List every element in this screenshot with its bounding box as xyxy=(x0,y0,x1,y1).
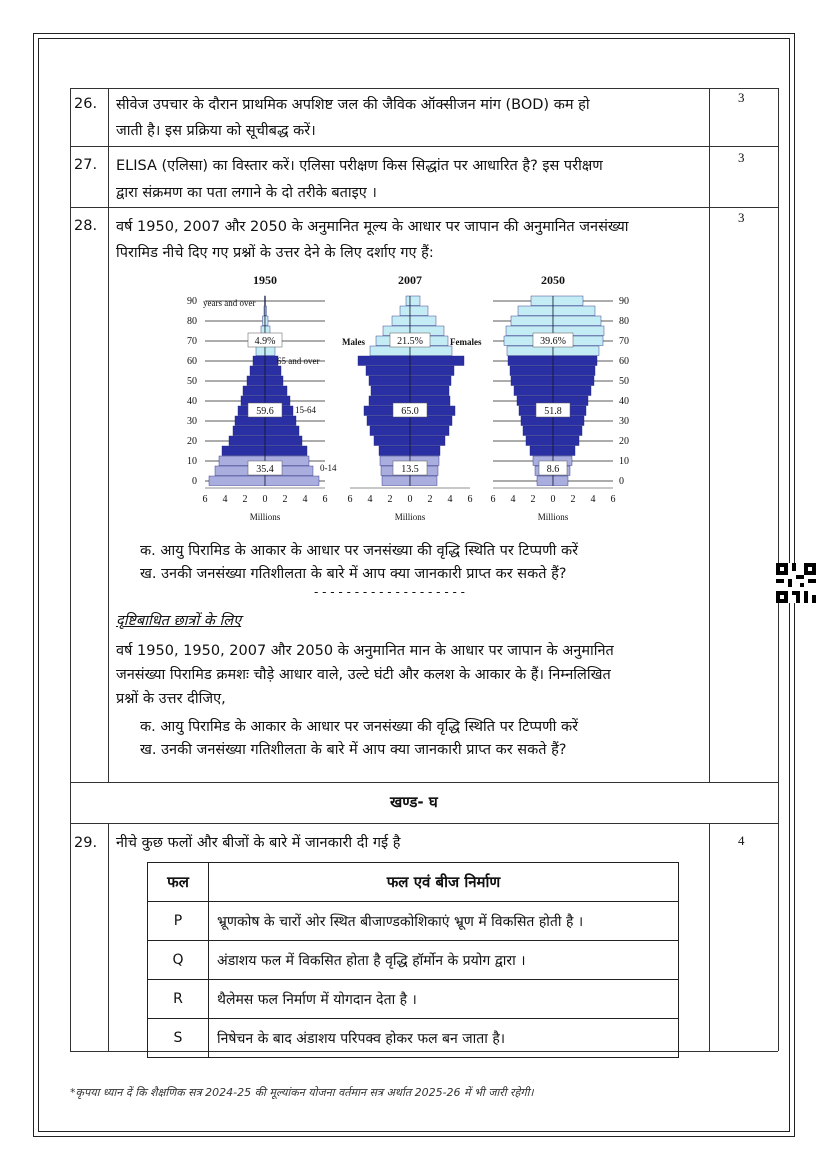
y-tick-label: 10 xyxy=(187,456,197,467)
question-number: 26. xyxy=(74,96,98,112)
fruit-description: अंडाशय फल में विकसित होता है वृद्धि हॉर्मोन के प्रयोग द्वारा । xyxy=(209,941,679,980)
female-bar xyxy=(410,316,436,326)
y-tick-label: 10 xyxy=(619,456,629,467)
male-bar xyxy=(222,446,265,456)
female-bar xyxy=(265,416,296,426)
y-tick-label: 20 xyxy=(619,436,629,447)
male-bar xyxy=(523,426,553,436)
legend-females: Females xyxy=(450,337,482,347)
x-axis-label: Millions xyxy=(394,512,426,522)
chart-title: 2050 xyxy=(541,273,565,287)
y-tick-label: 30 xyxy=(619,416,629,427)
share-label: 65.0 xyxy=(401,406,419,417)
female-bar xyxy=(265,446,307,456)
female-bar xyxy=(410,476,437,486)
x-tick-label: 0 xyxy=(407,494,413,505)
y-tick-label: 0 xyxy=(192,476,197,487)
question-number: 27. xyxy=(74,157,98,173)
male-bar xyxy=(392,316,410,326)
female-bar xyxy=(410,306,428,316)
footer-note: *कृपया ध्यान दें कि शैक्षणिक सत्र 2024-25 की मूल्यांकन योजना वर्तमान सत्र अर्थात 2025-26 में भी जारी रहेगी। xyxy=(70,1086,534,1099)
x-tick-label: 6 xyxy=(610,494,616,505)
share-label: 8.6 xyxy=(546,464,560,475)
y-tick-label: 70 xyxy=(187,336,197,347)
fruit-label: P xyxy=(148,902,209,941)
x-tick-label: 2 xyxy=(427,494,433,505)
share-label: 13.5 xyxy=(401,464,419,475)
male-bar xyxy=(366,366,410,376)
x-tick-label: 0 xyxy=(262,494,268,505)
female-bar xyxy=(410,386,449,396)
x-tick-label: 2 xyxy=(387,494,393,505)
y-tick-label: 50 xyxy=(187,376,197,387)
male-bar xyxy=(358,356,410,366)
x-tick-label: 4 xyxy=(367,494,373,505)
share-label: 21.5% xyxy=(397,336,423,347)
marks: 3 xyxy=(738,210,745,225)
female-bar xyxy=(553,436,579,446)
y-tick-label: 60 xyxy=(619,356,629,367)
female-bar xyxy=(410,446,440,456)
question-number: 28. xyxy=(74,218,98,234)
annotation-label: 15-64 xyxy=(295,405,316,415)
annotation-label: years and over xyxy=(203,298,256,308)
y-tick-label: 60 xyxy=(187,356,197,367)
marks: 3 xyxy=(738,150,745,165)
female-bar xyxy=(553,376,594,386)
male-bar xyxy=(521,416,553,426)
male-bar xyxy=(250,366,265,376)
column-header: फल एवं बीज निर्माण xyxy=(209,863,679,902)
x-tick-label: 0 xyxy=(550,494,556,505)
male-bar xyxy=(510,366,553,376)
male-bar xyxy=(209,476,265,486)
population-pyramids-chart xyxy=(187,268,650,530)
share-label: 4.9% xyxy=(254,336,276,347)
x-tick-label: 4 xyxy=(447,494,453,505)
y-tick-label: 40 xyxy=(187,396,197,407)
male-bar xyxy=(233,426,265,436)
male-bar xyxy=(514,386,553,396)
share-label: 51.8 xyxy=(544,406,562,417)
visually-impaired-heading: दृष्टिबाधित छात्रों के लिए xyxy=(116,613,242,629)
section-heading: खण्ड- घ xyxy=(390,793,438,811)
male-bar xyxy=(382,476,410,486)
y-tick-label: 20 xyxy=(187,436,197,447)
y-tick-label: 80 xyxy=(619,316,629,327)
table-row xyxy=(148,941,679,980)
y-tick-label: 50 xyxy=(619,376,629,387)
x-axis-label: Millions xyxy=(537,512,569,522)
female-bar xyxy=(553,316,601,326)
table-row xyxy=(148,902,679,941)
male-bar xyxy=(243,386,265,396)
female-bar xyxy=(265,316,268,326)
y-tick-label: 80 xyxy=(187,316,197,327)
marks: 3 xyxy=(738,90,745,105)
female-bar xyxy=(553,306,595,316)
female-bar xyxy=(265,436,302,446)
x-tick-label: 6 xyxy=(467,494,473,505)
female-bar xyxy=(553,356,597,366)
table-row xyxy=(148,980,679,1019)
question-text-line: जनसंख्या पिरामिड क्रमशः चौड़े आधार वाले, उल्टे घंटी और कलश के आकार के हैं। निम्नलिखित xyxy=(116,667,611,683)
marks: 4 xyxy=(738,833,745,848)
fruit-label: Q xyxy=(148,941,209,980)
fruit-description: भ्रूणकोष के चारों ओर स्थित बीजाण्डकोशिकाएं भ्रूण में विकसित होती है । xyxy=(209,902,679,941)
question-text-line: प्रश्नों के उत्तर दीजिए, xyxy=(116,691,226,707)
female-bar xyxy=(553,386,591,396)
question-text-line: वर्ष 1950, 2007 और 2050 के अनुमानित मूल्य के आधार पर जापान की अनुमानित जनसंख्या xyxy=(116,219,629,235)
x-axis-label: Millions xyxy=(249,512,281,522)
female-bar xyxy=(410,346,452,356)
question-text-line: ELISA (एलिसा) का विस्तार करें। एलिसा परीक्षण किस सिद्धांत पर आधारित है? इस परीक्षण xyxy=(116,158,603,174)
question-text-line: पिरामिड नीचे दिए गए प्रश्नों के उत्तर देने के लिए दर्शाए गए हैं: xyxy=(116,245,434,261)
fruit-label: S xyxy=(148,1019,209,1058)
separator: - - - - - - - - - - - - - - - - - - - xyxy=(314,585,465,599)
male-bar xyxy=(379,446,410,456)
male-bar xyxy=(370,426,410,436)
share-label: 39.6% xyxy=(540,336,566,347)
female-bar xyxy=(265,476,319,486)
male-bar xyxy=(256,346,265,356)
x-tick-label: 6 xyxy=(322,494,328,505)
male-bar xyxy=(511,316,553,326)
share-label: 35.4 xyxy=(256,464,274,475)
female-bar xyxy=(265,366,281,376)
female-bar xyxy=(410,416,452,426)
question-text-line: सीवेज उपचार के दौरान प्राथमिक अपशिष्ट जल की जैविक ऑक्सीजन मांग (BOD) कम हो xyxy=(116,97,590,113)
female-bar xyxy=(410,366,454,376)
x-tick-label: 4 xyxy=(302,494,308,505)
x-tick-label: 4 xyxy=(510,494,516,505)
share-label: 59.6 xyxy=(256,406,274,417)
male-bar xyxy=(531,296,553,306)
question-text-line: नीचे कुछ फलों और बीजों के बारे में जानकारी दी गई है xyxy=(116,835,401,851)
sub-question-a: क. आयु पिरामिड के आकार के आधार पर जनसंख्या की वृद्धि स्थिति पर टिप्पणी करें xyxy=(140,543,579,559)
chart-title: 2007 xyxy=(398,273,422,287)
y-tick-label: 90 xyxy=(619,296,629,307)
male-bar xyxy=(400,306,410,316)
male-bar xyxy=(530,446,553,456)
sub-question-b: ख. उनकी जनसंख्या गतिशीलता के बारे में आप क्या जानकारी प्राप्त कर सकते हैं? xyxy=(140,566,567,582)
y-tick-label: 70 xyxy=(619,336,629,347)
table-row xyxy=(148,1019,679,1058)
column-header: फल xyxy=(148,863,209,902)
fruit-label: R xyxy=(148,980,209,1019)
chart-title: 1950 xyxy=(253,273,277,287)
legend-males: Males xyxy=(342,337,365,347)
x-tick-label: 4 xyxy=(590,494,596,505)
y-tick-label: 0 xyxy=(619,476,624,487)
x-tick-label: 6 xyxy=(490,494,496,505)
y-tick-label: 40 xyxy=(619,396,629,407)
female-bar xyxy=(410,296,420,306)
male-bar xyxy=(406,296,410,306)
female-bar xyxy=(553,296,583,306)
female-bar xyxy=(553,446,575,456)
female-bar xyxy=(553,416,584,426)
male-bar xyxy=(370,346,410,356)
female-bar xyxy=(553,366,595,376)
male-bar xyxy=(371,386,410,396)
male-bar xyxy=(518,306,553,316)
female-bar xyxy=(553,476,568,486)
fruit-description: निषेचन के बाद अंडाशय परिपक्व होकर फल बन जाता है। xyxy=(209,1019,679,1058)
female-bar xyxy=(265,426,299,436)
x-tick-label: 2 xyxy=(282,494,288,505)
male-bar xyxy=(511,376,553,386)
x-tick-label: 2 xyxy=(570,494,576,505)
annotation-label: 65 and over xyxy=(277,356,320,366)
male-bar xyxy=(374,436,410,446)
question-number: 29. xyxy=(74,835,98,851)
male-bar xyxy=(537,476,553,486)
y-tick-label: 30 xyxy=(187,416,197,427)
female-bar xyxy=(265,346,275,356)
fruit-description: थैलेमस फल निर्माण में योगदान देता है । xyxy=(209,980,679,1019)
female-bar xyxy=(410,376,451,386)
x-tick-label: 4 xyxy=(222,494,228,505)
female-bar xyxy=(553,346,599,356)
x-tick-label: 6 xyxy=(202,494,208,505)
x-tick-label: 6 xyxy=(347,494,353,505)
male-bar xyxy=(367,416,410,426)
x-tick-label: 2 xyxy=(530,494,536,505)
male-bar xyxy=(369,376,410,386)
table-header-row xyxy=(148,863,679,902)
male-bar xyxy=(229,436,265,446)
y-tick-label: 90 xyxy=(187,296,197,307)
male-bar xyxy=(247,376,265,386)
female-bar xyxy=(265,376,283,386)
question-text-line: द्वारा संक्रमण का पता लगाने के दो तरीके बताइए । xyxy=(116,185,377,201)
x-tick-label: 2 xyxy=(242,494,248,505)
question-text-line: जाती है। इस प्रक्रिया को सूचीबद्ध करें। xyxy=(116,123,316,139)
female-bar xyxy=(410,356,464,366)
male-bar xyxy=(253,356,265,366)
female-bar xyxy=(265,386,287,396)
male-bar xyxy=(526,436,553,446)
qr-code-icon xyxy=(776,563,816,603)
fruit-seed-table xyxy=(147,862,679,1058)
sub-question-a: क. आयु पिरामिड के आकार के आधार पर जनसंख्या की वृद्धि स्थिति पर टिप्पणी करें xyxy=(140,719,579,735)
male-bar xyxy=(507,346,553,356)
male-bar xyxy=(508,356,553,366)
male-bar xyxy=(263,316,266,326)
female-bar xyxy=(553,426,582,436)
question-text-line: वर्ष 1950, 1950, 2007 और 2050 के अनुमानित मान के आधार पर जापान के अनुमानित xyxy=(116,643,614,659)
annotation-label: 0-14 xyxy=(320,463,337,473)
female-bar xyxy=(410,426,449,436)
sub-question-b: ख. उनकी जनसंख्या गतिशीलता के बारे में आप क्या जानकारी प्राप्त कर सकते हैं? xyxy=(140,742,567,758)
male-bar xyxy=(235,416,265,426)
female-bar xyxy=(410,436,445,446)
